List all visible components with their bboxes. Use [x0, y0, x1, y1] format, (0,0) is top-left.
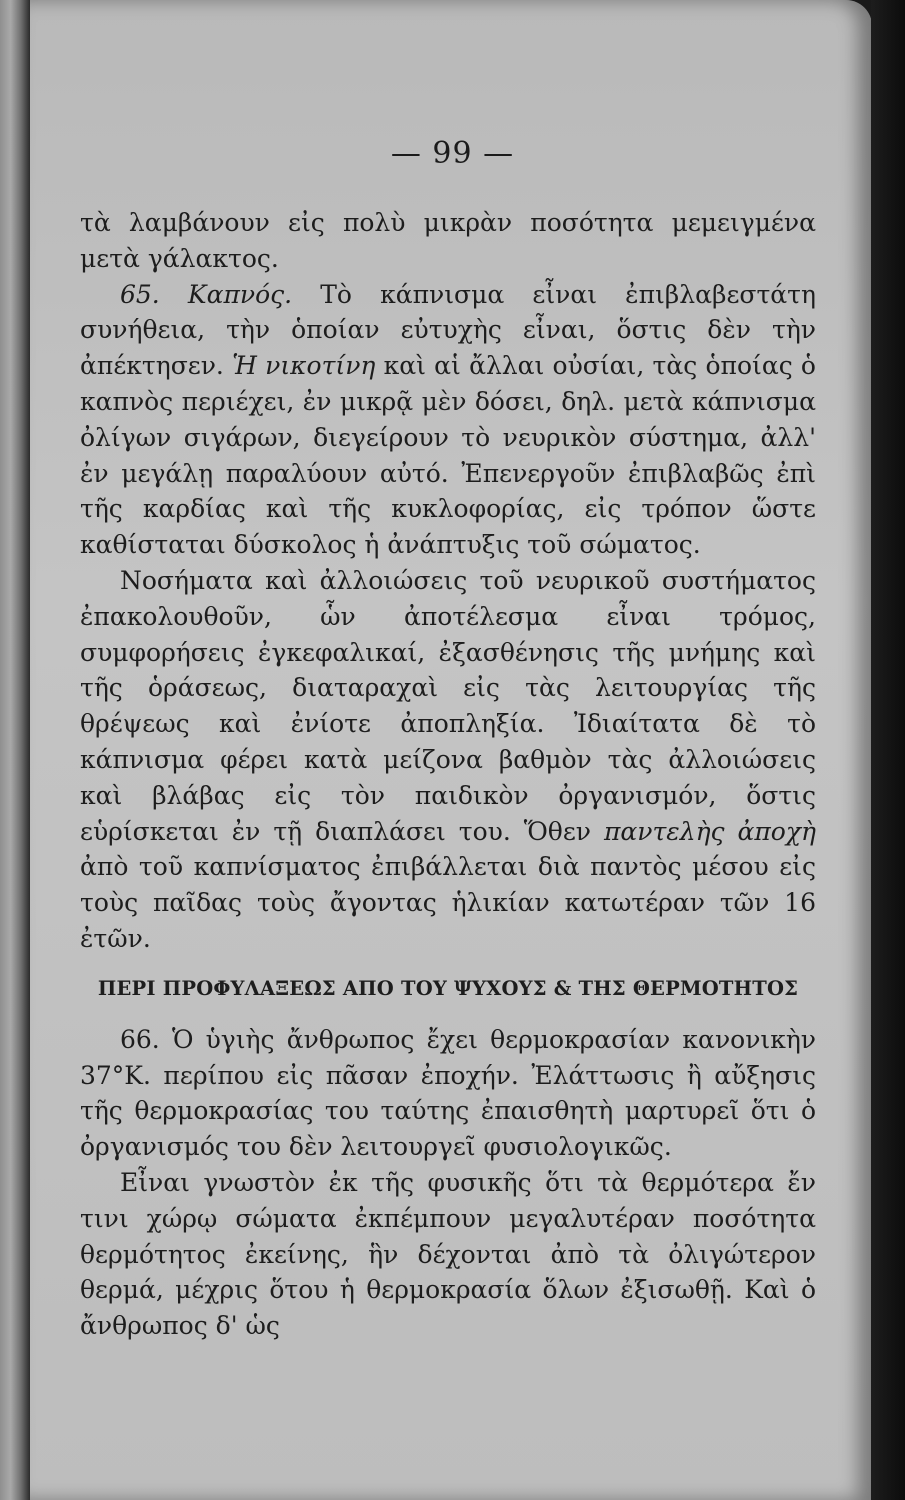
page-body [80, 205, 816, 1344]
page-number: — 99 — [390, 136, 515, 171]
total-abstinence-term: παντελὴς ἀποχὴ [603, 816, 816, 846]
paragraph-65 [80, 277, 816, 563]
section-65-title: 65. Καπνός. [120, 279, 293, 309]
paragraph-65-text: Τὸ κάπνισμα εἶναι ἐπιβλαβεστάτη συνήθεια, τὴν ὁποίαν εὐτυχὴς εἶναι, ὅστις δὲν τὴν ἀπέκτησεν. [80, 279, 816, 381]
section-heading: ΠΕΡΙ ΠΡΟΦΥΛΑΞΕΩΣ ΑΠΟ ΤΟΥ ΨΥΧΟΥΣ & ΤΗΣ ΘΕΡΜΟΤΗΤΟΣ [97, 976, 799, 1000]
paragraph-diseases-rest: ἀπὸ τοῦ καπνίσματος ἐπιβάλλεται διὰ παντὸς μέσου εἰς τοὺς παῖδας τοὺς ἄγοντας ἡλικίαν κατωτέραν τῶν 16 ἐτῶν. [80, 852, 816, 953]
paragraph-diseases [80, 563, 816, 957]
paragraph-diseases-text: Νοσήματα καὶ ἀλλοιώσεις τοῦ νευρικοῦ συστήματος ἐπακολουθοῦν, ὧν ἀποτέλεσμα εἶναι τρόμος, συμφορήσεις ἐγκεφαλικαί, ἐξασθένησις τῆς μνήμης καὶ τῆς ὁράσεως, διαταραχαὶ εἰς τὰς λειτουργίας τῆς θρέψεως καὶ ἐνίοτε ἀποπληξία. Ἰδιαίτατα δὲ τὸ κάπνισμα φέρει κατὰ μείζονα βαθμὸν τὰς ἀλλοιώσεις καὶ βλάβας εἰς τὸν παιδικὸν ὀργανισμόν, ὅστις εὑρίσκεται ἐν τῇ διαπλάσει του. Ὅθεν [80, 565, 816, 846]
paragraph-66: 66. Ὁ ὑγιὴς ἄνθρωπος ἔχει θερμοκρασίαν κανονικὴν 37°Κ. περίπου εἰς πᾶσαν ἐποχήν. Ἐλάττωσις ἢ αὔξησις τῆς θερμοκρασίας του ταύτης ἐπαισθητὴ μαρτυρεῖ ὅτι ὁ ὀργανισμός του δὲν λειτουργεῖ φυσιολογικῶς. [80, 1024, 816, 1162]
page-shadow-edge [871, 0, 905, 1500]
paragraph-65-rest: καὶ αἱ ἄλλαι οὐσίαι, τὰς ὁποίας ὁ καπνὸς περιέχει, ἐν μικρᾷ μὲν δόσει, δηλ. μετὰ κάπνισμα ὀλίγων σιγάρων, διεγείρουν τὸ νευρικὸν σύστημα, ἀλλ' ἐν μεγάλῃ παραλύουν αὐτό. Ἐπενεργοῦν ἐπιβλαβῶς ἐπὶ τῆς καρδίας καὶ τῆς κυκλοφορίας, εἰς τρόπον ὥστε καθίσταται δύσκολος ἡ ἀνάπτυξις τοῦ σώματος. [80, 351, 816, 560]
paragraph-physics: Εἶναι γνωστὸν ἐκ τῆς φυσικῆς ὅτι τὰ θερμότερα ἔν τινι χώρῳ σώματα ἐκπέμπουν μεγαλυτέραν ποσότητα θερμότητος ἐκείνης, ἣν δέχονται ἀπὸ τὰ ὀλιγώτερον θερμά, μέχρις ὅτου ἡ θερμοκρασία ὅλων ἐξισωθῇ. Καὶ ὁ ἄνθρωπος δ' ὡς [80, 1167, 816, 1341]
paragraph-continuation: τὰ λαμβάνουν εἰς πολὺ μικρὰν ποσότητα μεμειγμένα μετὰ γάλακτος. [80, 208, 816, 273]
previous-page-edge [0, 0, 30, 1500]
nicotine-term: Ἡ νικοτίνη [232, 351, 376, 381]
